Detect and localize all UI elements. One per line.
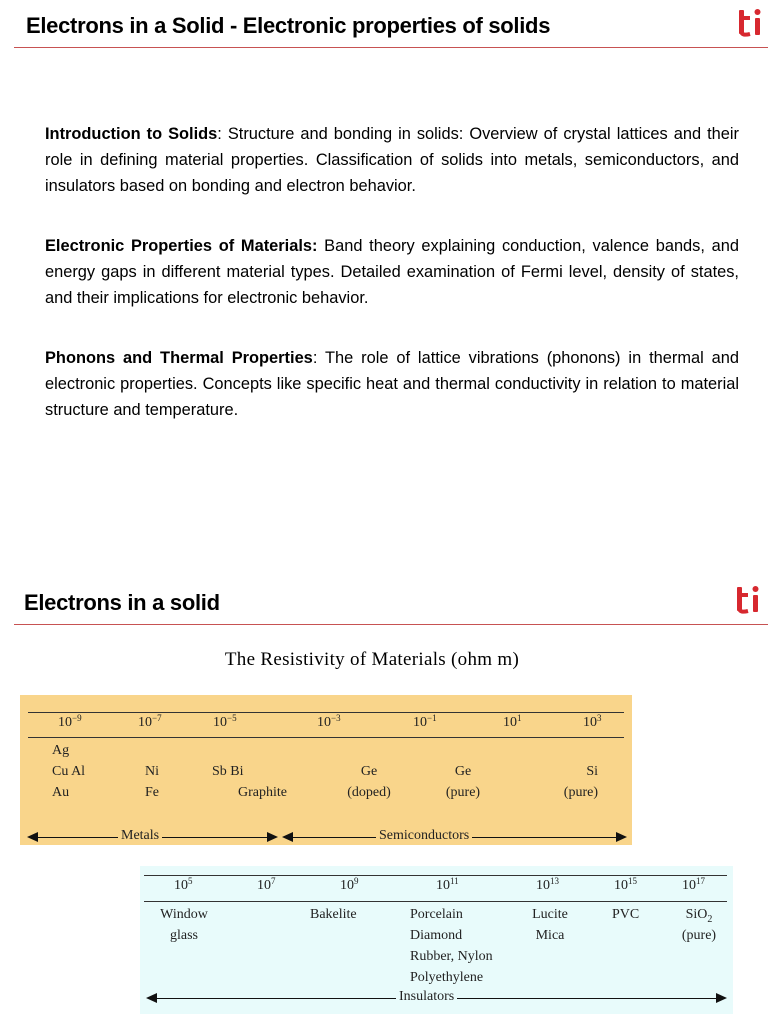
material-label: SiO$_2$ (pure) [681,907,717,943]
material-label: Lucite Mica [532,907,568,943]
slide-title: Electrons in a solid [24,590,220,615]
slide-2 [0,512,768,1024]
arrow-right-icon [716,993,727,1003]
material-label: Window glass [160,907,208,943]
scale-tick: $10^{11}$ [436,876,459,893]
section-body: : Structure and bonding in solids: Overview of crystal lattices and their role in defining material properties. Classification of solids into metals, semiconductors, and insulators based on bonding and electron behavior. [45,125,739,195]
scale-bottom-line [28,737,624,738]
scale-tick: $10^{17}$ [682,876,705,893]
arrow-right-icon [616,832,627,842]
section-heading: Phonons and Thermal Properties [45,349,313,367]
ti-logo-icon [734,583,764,615]
section-phonons [45,345,739,423]
scale-tick: $10^{-3}$ [317,713,341,730]
material-label: Ni Fe [145,764,159,800]
section-body: Band theory explaining conduction, valence bands, and energy gaps in different material types. Detailed examination of Fermi level, density of states, and their implications for electronic behavior. [45,237,739,307]
material-label: Bakelite [310,907,357,922]
scale-tick: $10^{-9}$ [58,713,82,730]
range-label-insulators: Insulators [396,989,457,1005]
scale-tick: $10^5$ [174,876,193,893]
scale-tick: $10^{-1}$ [413,713,437,730]
scale-tick: $10^{-5}$ [213,713,237,730]
range-label-semiconductors: Semiconductors [376,828,472,844]
section-heading: Introduction to Solids [45,125,218,143]
section-electronic-properties [45,233,739,311]
material-label: Si (pure) [563,764,598,800]
scale-tick: $10^9$ [340,876,359,893]
material-label: Sb Bi [212,764,244,779]
material-label: PVC [612,907,640,922]
slide-title: Electrons in a Solid - Electronic properties of solids [26,13,551,38]
section-introduction [45,121,739,199]
scale-tick: $10^7$ [257,876,276,893]
figure-title: The Resistivity of Materials (ohm m) [224,649,520,670]
title-divider [14,47,768,48]
scale-tick: $10^{15}$ [614,876,637,893]
scale-tick: $10^1$ [503,713,522,730]
title-divider [14,624,768,625]
material-label: Ge (doped) [347,764,391,800]
scale-tick: $10^3$ [583,713,602,730]
material-label: Ag Cu Al Au [52,743,86,800]
material-label: Graphite [238,785,287,800]
ti-logo-icon [736,6,766,38]
scale-tick: $10^{13}$ [536,876,559,893]
section-heading: Electronic Properties of Materials: [45,237,318,255]
arrow-right-icon [267,832,278,842]
scale-top-line [28,712,624,713]
scale-bottom-line [144,901,727,902]
resistivity-panel-conductors [20,695,632,845]
resistivity-panel-insulators [140,866,733,1014]
material-label: Ge (pure) [445,764,481,800]
material-label: Porcelain Diamond Rubber, Nylon Polyethylene [410,907,493,985]
section-body: : The role of lattice vibrations (phonons) in thermal and electronic properties. Concepts like specific heat and thermal conductivity in relation to material structure and temperature. [45,349,739,419]
range-label-metals: Metals [118,828,162,844]
scale-top-line [144,875,727,876]
scale-tick: $10^{-7}$ [138,713,162,730]
